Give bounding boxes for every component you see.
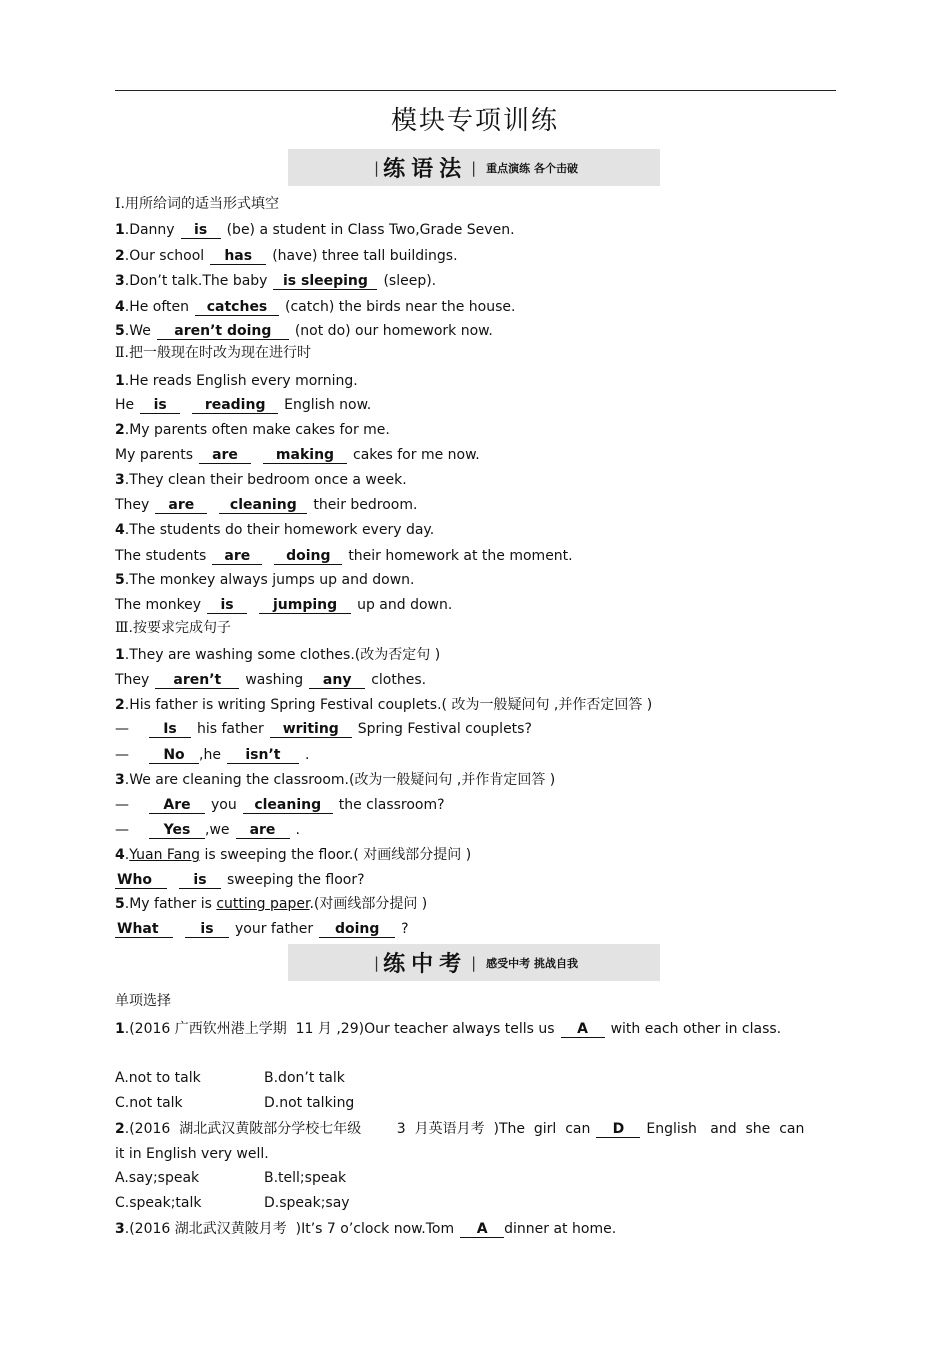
question-line: 3.(2016 湖北武汉黄陂月考 )It’s 7 o’clock now.Tom A dinner at home. [115, 1221, 617, 1237]
answer-blank: catches [195, 299, 279, 316]
answer-line: Who is sweeping the floor? [117, 872, 365, 888]
answer-blank: is sleeping [273, 273, 377, 290]
exercise-line: 4.He often catches (catch) the birds near the house. [115, 299, 516, 315]
section-heading: Ⅰ.用所给词的适当形式填空 [115, 196, 279, 212]
answer-blank: Is [149, 721, 191, 738]
answer-blank: any [309, 672, 365, 689]
option-c: C.not talk [115, 1095, 183, 1111]
answer-line: They aren’t washing any clothes. [115, 672, 427, 688]
section-heading: Ⅲ.按要求完成句子 [115, 620, 231, 636]
question-line: 1.They are washing some clothes.(改为否定句 ) [115, 647, 441, 663]
answer-line: — Yes ,we are . [115, 822, 300, 838]
answer-line: The monkey is jumping up and down. [115, 597, 453, 613]
answer-blank: doing [274, 548, 342, 565]
exercise-line: 1.Danny is (be) a student in Class Two,Grade Seven. [115, 222, 515, 238]
answer-line: The students are doing their homework at the moment. [115, 548, 573, 564]
answer-blank: jumping [259, 597, 351, 614]
banner-main: 练中考 [383, 951, 468, 977]
answer-blank: doing [319, 921, 395, 938]
section-heading: 单项选择 [115, 993, 171, 1009]
answer-blank: cleaning [243, 797, 333, 814]
answer-blank: No [149, 747, 199, 764]
answer-blank: A [460, 1221, 504, 1238]
option-a: A.not to talk [115, 1070, 201, 1086]
question-line: 5.The monkey always jumps up and down. [115, 572, 415, 588]
answer-blank: isn’t [227, 747, 299, 764]
banner-main: 练语法 [383, 156, 468, 182]
answer-blank: is [179, 872, 221, 889]
answer-blank: aren’t [155, 672, 239, 689]
question-line: 2.His father is writing Spring Festival couplets.( 改为一般疑问句 ,并作否定回答 ) [115, 697, 653, 713]
answer-line: What is your father doing ? [117, 921, 409, 937]
exercise-line: 5.We aren’t doing (not do) our homework now. [115, 323, 493, 339]
option-b: B.don’t talk [264, 1070, 345, 1086]
answer-blank: writing [270, 721, 352, 738]
option-d: D.speak;say [264, 1195, 350, 1211]
exercise-line: 3.Don’t talk.The baby is sleeping (sleep). [115, 273, 437, 289]
question-line: 3.They clean their bedroom once a week. [115, 472, 407, 488]
answer-blank: D [596, 1121, 640, 1138]
answer-line: — No ,he isn’t . [115, 747, 310, 763]
option-d: D.not talking [264, 1095, 355, 1111]
exercise-line: 2.Our school has (have) three tall buildings. [115, 248, 458, 264]
banner-sub: 感受中考 挑战自我 [486, 956, 578, 970]
question-line: 5.My father is cutting paper.(对画线部分提问 ) [115, 896, 428, 912]
answer-line: — Is his father writing Spring Festival couplets? [115, 721, 532, 737]
answer-blank: is [185, 921, 229, 938]
answer-blank: aren’t doing [157, 323, 289, 340]
answer-blank: has [210, 248, 266, 265]
banner-sub: 重点演练 各个击破 [486, 161, 578, 175]
question-line: 4.The students do their homework every day. [115, 522, 435, 538]
answer-blank: Who [115, 872, 167, 889]
answer-blank: Are [149, 797, 205, 814]
answer-blank: cleaning [219, 497, 307, 514]
question-line: 2.My parents often make cakes for me. [115, 422, 390, 438]
answer-blank: are [199, 447, 251, 464]
answer-line: — Are you cleaning the classroom? [115, 797, 445, 813]
answer-blank: Yes [149, 822, 205, 839]
answer-blank: are [236, 822, 290, 839]
section-banner-exam: | 练中考 | 感受中考 挑战自我 [288, 944, 660, 981]
section-banner-grammar: | 练语法 | 重点演练 各个击破 [288, 149, 660, 186]
question-line: 1.He reads English every morning. [115, 373, 358, 389]
answer-blank: reading [192, 397, 278, 414]
section-heading: Ⅱ.把一般现在时改为现在进行时 [115, 345, 311, 361]
option-a: A.say;speak [115, 1170, 200, 1186]
answer-blank: making [263, 447, 347, 464]
top-rule [115, 90, 836, 91]
answer-blank: are [155, 497, 207, 514]
answer-blank: What [115, 921, 173, 938]
question-line: 3.We are cleaning the classroom.(改为一般疑问句 ,并作肯定回答 ) [115, 772, 556, 788]
answer-blank: is [140, 397, 180, 414]
answer-blank: are [212, 548, 262, 565]
page-title: 模块专项训练 [390, 106, 559, 136]
answer-blank: is [207, 597, 247, 614]
question-line: 1.(2016 广西钦州港上学期 11 月 ,29)Our teacher always tells us A with each other in class. [115, 1021, 782, 1037]
question-line: 2.(2016 湖北武汉黄陂部分学校七年级 3 月英语月考 )The girl can D English and she can [115, 1121, 805, 1137]
option-c: C.speak;talk [115, 1195, 202, 1211]
answer-line: He is reading English now. [115, 397, 372, 413]
answer-line: My parents are making cakes for me now. [115, 447, 480, 463]
question-line: 4.Yuan Fang is sweeping the floor.( 对画线部分提问 ) [115, 847, 472, 863]
question-continuation: it in English very well. [115, 1146, 269, 1162]
option-b: B.tell;speak [264, 1170, 347, 1186]
answer-blank: is [181, 222, 221, 239]
answer-blank: A [561, 1021, 605, 1038]
answer-line: They are cleaning their bedroom. [115, 497, 418, 513]
